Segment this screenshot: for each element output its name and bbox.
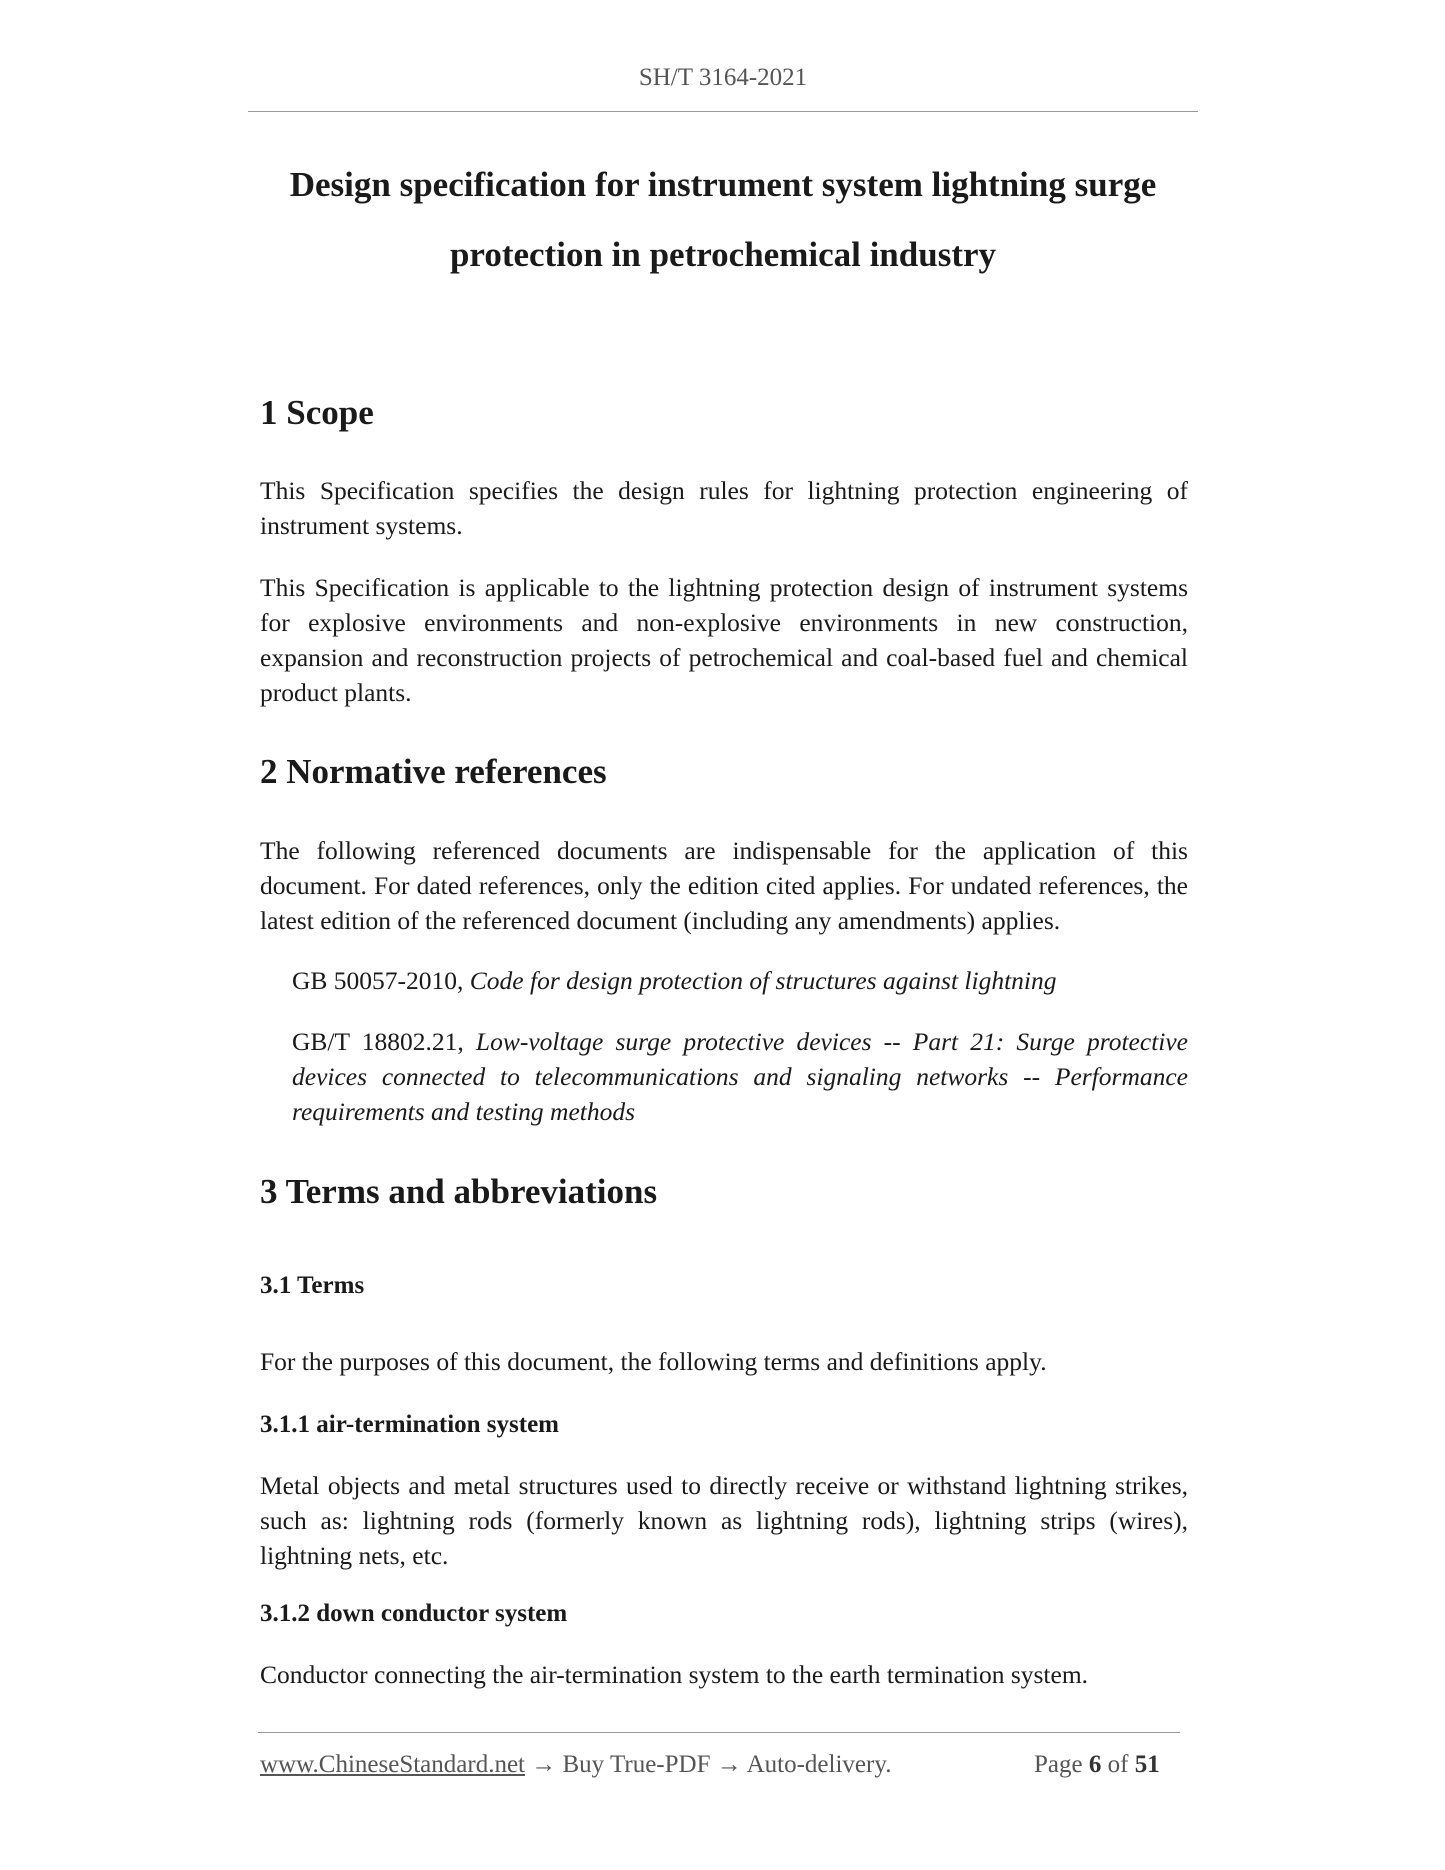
term-heading: 3.1.1 air-termination system [260,1411,560,1438]
section-1-paragraph-2: This Specification is applicable to the lightning protection design of instrument systems for explosive environments and non-explosive environments in new construction, expansion and reconstruction projects of petrochemical and coal-based fuel and chemical product plants. [260,573,1188,707]
reference-item [292,963,1188,998]
section-3-intro: For the purposes of this document, the following terms and definitions apply. [260,1347,1047,1376]
subsection-3-1-heading: 3.1 Terms [260,1272,365,1299]
current-page-number: 6 [1088,1751,1102,1778]
footer-divider [258,1732,1180,1733]
reference-title: Low-voltage surge protective devices -- Part 21: Surge protective devices connected to telecommunications and signaling networks -- Performance requirements and testing methods [292,1027,1189,1126]
of-label: of [1101,1751,1135,1778]
header-divider [248,111,1198,112]
page-header [248,64,1198,92]
section-2-intro: The following referenced documents are indispensable for the application of this document. For dated references, only the edition cited applies. For undated references, the latest edition of the referenced document (including any amendments) applies. [260,836,1188,935]
page-label: Page [1034,1751,1089,1778]
website-link[interactable]: www.ChineseStandard.net [260,1751,525,1778]
page-indicator [1034,1751,1160,1779]
reference-code: GB/T 18802.21, [292,1027,476,1056]
section-1-heading: 1 Scope [260,393,374,432]
section-3-heading: 3 Terms and abbreviations [260,1172,658,1211]
title-line-2: protection in petrochemical industry [449,235,997,274]
term-definition: Metal objects and metal structures used to directly receive or withstand lightning strikes, such as: lightning rods (formerly known as lightning rods), lightning strips (wires), lightning nets, etc. [260,1471,1188,1570]
footer-promo [260,1751,891,1779]
section-2-heading: 2 Normative references [260,752,607,791]
footer-tagline: → Buy True-PDF → Auto-delivery. [525,1751,892,1778]
section-1-paragraph-1: This Specification specifies the design rules for lightning protection engineering of instrument systems. [260,476,1188,540]
reference-code: GB 50057-2010, [292,966,470,995]
title-line-1: Design specification for instrument system lightning surge [289,165,1157,204]
term-definition: Conductor connecting the air-termination system to the earth termination system. [260,1660,1089,1689]
document-title [248,150,1198,290]
term-heading: 3.1.2 down conductor system [260,1600,568,1627]
standard-code: SH/T 3164-2021 [638,64,808,91]
reference-title: Code for design protection of structures against lightning [469,966,1057,995]
reference-item [292,1024,1188,1129]
total-pages: 51 [1134,1751,1160,1778]
